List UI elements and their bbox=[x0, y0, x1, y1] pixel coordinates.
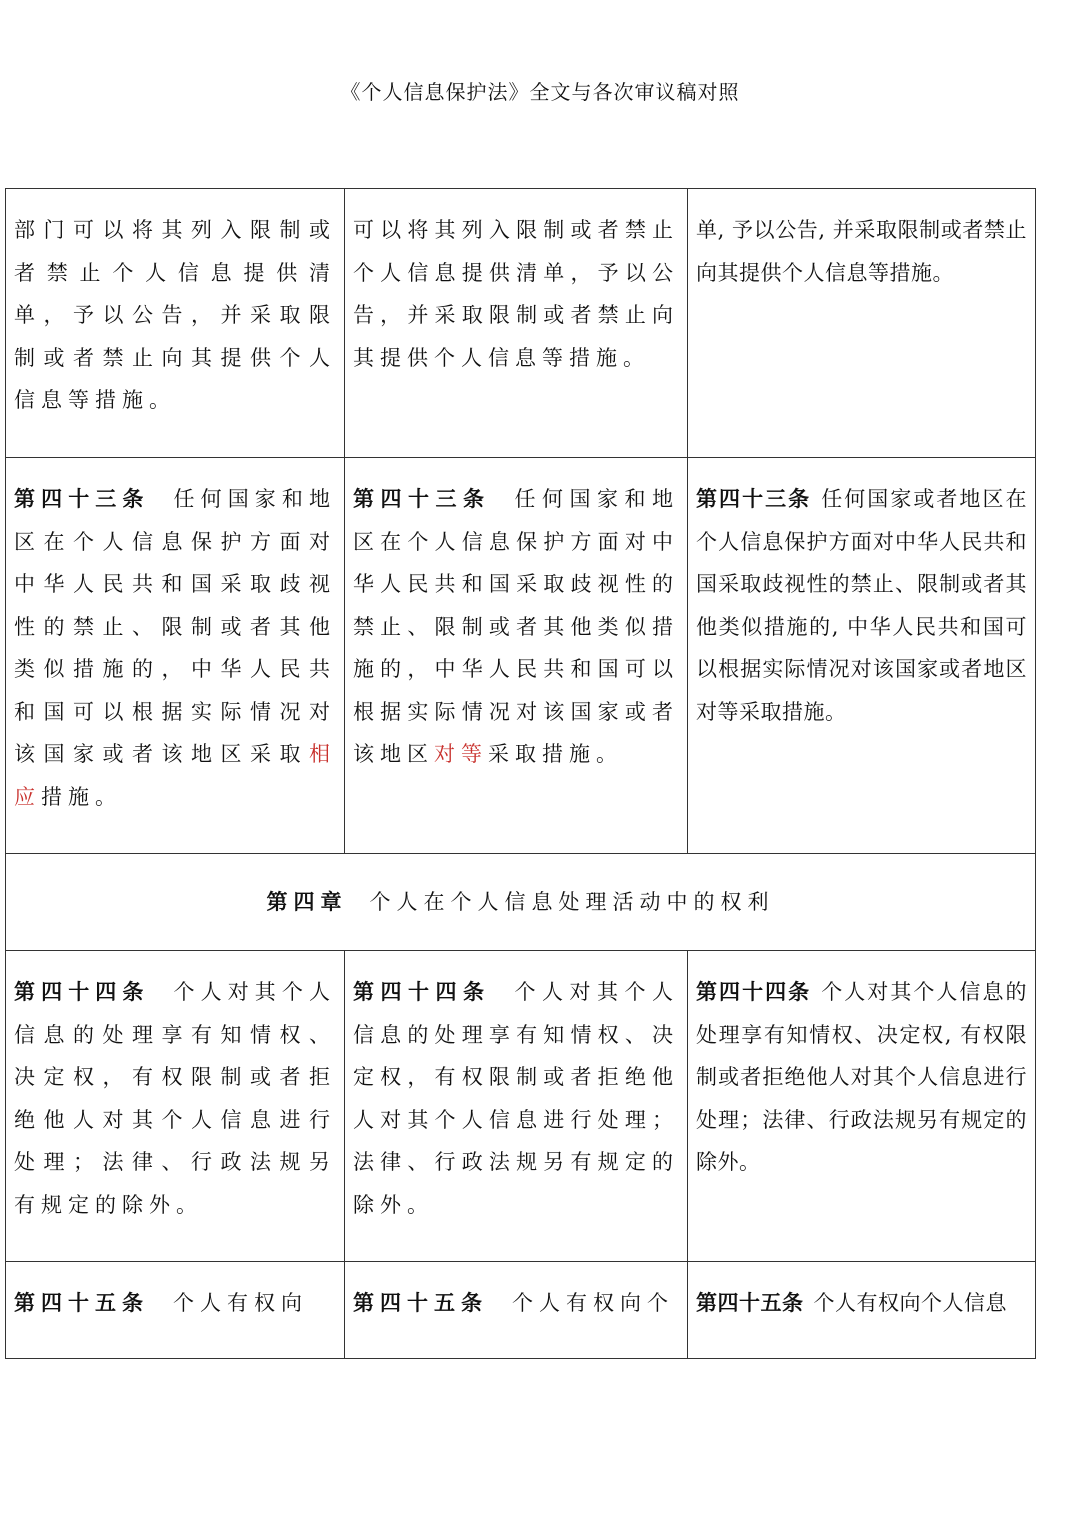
cell-paragraph bbox=[6, 1262, 344, 1325]
article-number: 第四十三条 bbox=[696, 486, 812, 511]
article-text: 任何国家和地区在个人信息保护方面对中华人民共和国采取歧视性的禁止、限制或者其他类似措施的，中华人民共和国可以根据实际情况对该国家或者该地区采取 bbox=[14, 487, 336, 766]
cell-paragraph bbox=[688, 1262, 1035, 1325]
table-cell-col1 bbox=[6, 1262, 345, 1359]
article-number: 第四十四条 bbox=[353, 979, 491, 1004]
article-number: 第四十三条 bbox=[14, 486, 150, 511]
cell-text: 部门可以将其列入限制或者禁止个人信息提供清单，予以公告，并采取限制或者禁止向其提供个人信息等措施。 bbox=[14, 218, 336, 412]
article-text: 个人对其个人信息的处理享有知情权、决定权，有权限制或者拒绝他人对其个人信息进行处理；法律、行政法规另有规定的除外。 bbox=[353, 980, 679, 1217]
article-number: 第四十五条 bbox=[353, 1290, 488, 1315]
cell-text: 可以将其列入限制或者禁止个人信息提供清单，予以公告，并采取限制或者禁止向其提供个人信息等措施。 bbox=[353, 218, 679, 370]
chapter-number: 第四章 bbox=[266, 889, 348, 914]
table-cell-col2 bbox=[345, 951, 688, 1262]
article-number: 第四十三条 bbox=[353, 486, 491, 511]
table-cell-col3 bbox=[688, 951, 1036, 1262]
article-number: 第四十五条 bbox=[696, 1290, 804, 1315]
chapter-row bbox=[6, 854, 1036, 951]
article-text: 措施。 bbox=[41, 784, 122, 809]
cell-paragraph bbox=[688, 951, 1035, 1184]
document-title: 《个人信息保护法》全文与各次审议稿对照 bbox=[340, 80, 740, 104]
table-cell-col1 bbox=[6, 951, 345, 1262]
article-number: 第四十四条 bbox=[696, 979, 812, 1004]
chapter-title: 个人在个人信息处理活动中的权利 bbox=[369, 890, 775, 914]
article-text: 任何国家或者地区在个人信息保护方面对中华人民共和国采取歧视性的禁止、限制或者其他类似措施的, 中华人民共和国可以根据实际情况对该国家或者地区对等采取措施。 bbox=[696, 487, 1028, 724]
article-text: 个人对其个人信息的处理享有知情权、决定权, 有权限制或者拒绝他人对其个人信息进行处理；法律、行政法规另有规定的除外。 bbox=[696, 980, 1028, 1174]
highlighted-text: 相应 bbox=[14, 742, 336, 809]
chapter-cell bbox=[6, 854, 1036, 951]
cell-paragraph bbox=[688, 458, 1035, 733]
article-number: 第四十五条 bbox=[14, 1290, 149, 1315]
cell-paragraph bbox=[345, 458, 687, 776]
article-text: 个人对其个人信息的处理享有知情权、决定权，有权限制或者拒绝他人对其个人信息进行处理；法律、行政法规另有规定的除外。 bbox=[14, 980, 336, 1217]
article-text: 个人有权向个 bbox=[512, 1291, 674, 1315]
cell-paragraph bbox=[6, 951, 344, 1226]
table-row bbox=[6, 1262, 1036, 1359]
table-cell-col3 bbox=[688, 189, 1036, 458]
cell-text: 单, 予以公告, 并采取限制或者禁止向其提供个人信息等措施。 bbox=[696, 218, 1027, 285]
article-text: 采取措施。 bbox=[488, 742, 623, 766]
table-cell-col1 bbox=[6, 189, 345, 458]
article-text: 任何国家和地区在个人信息保护方面对中华人民共和国采取歧视性的禁止、限制或者其他类似措施的，中华人民共和国可以根据实际情况对该国家或者该地区 bbox=[353, 487, 679, 766]
highlighted-text: 对等 bbox=[434, 742, 488, 766]
table-row bbox=[6, 189, 1036, 458]
cell-paragraph bbox=[345, 1262, 687, 1325]
table-row bbox=[6, 951, 1036, 1262]
article-text: 个人有权向 bbox=[173, 1291, 308, 1315]
cell-paragraph bbox=[345, 951, 687, 1226]
comparison-table bbox=[5, 188, 1036, 1359]
table-cell-col3 bbox=[688, 458, 1036, 854]
table-row bbox=[6, 458, 1036, 854]
table-cell-col1 bbox=[6, 458, 345, 854]
table-cell-col2 bbox=[345, 458, 688, 854]
chapter-heading bbox=[6, 854, 1035, 950]
article-text: 个人有权向个人信息 bbox=[813, 1291, 1007, 1315]
table-cell-col3 bbox=[688, 1262, 1036, 1359]
article-number: 第四十四条 bbox=[14, 979, 150, 1004]
cell-paragraph bbox=[6, 458, 344, 818]
table-cell-col2 bbox=[345, 1262, 688, 1359]
table-cell-col2 bbox=[345, 189, 688, 458]
